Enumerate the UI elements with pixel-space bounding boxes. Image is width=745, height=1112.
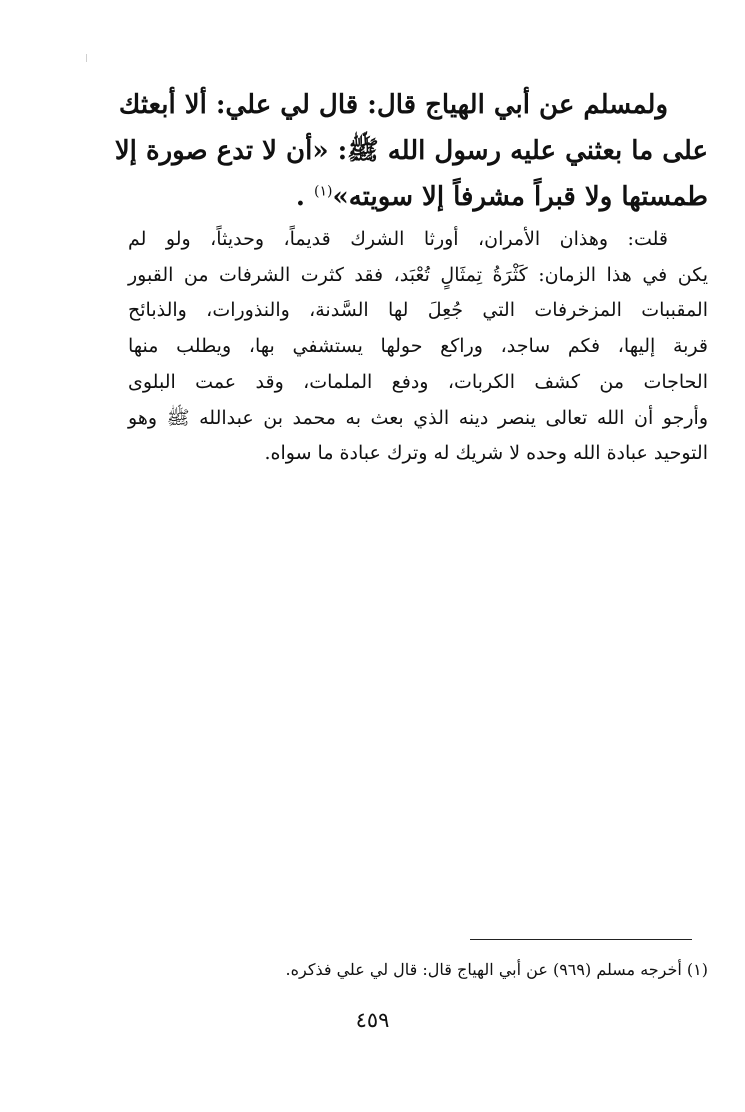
hadith-line-1: ولمسلم عن أبي الهياج قال: قال لي علي: ألا أبعثك <box>118 90 668 120</box>
page-number: ٤٥٩ <box>355 1008 390 1032</box>
footnote-separator <box>470 939 692 940</box>
commentary-paragraph <box>128 222 708 472</box>
commentary-line-5: الحاجات من كشف الكربات، ودفع الملمات، وقد عمت البلوى <box>128 370 708 393</box>
footnote-reference[interactable]: (١) <box>314 183 333 200</box>
commentary-line-4: قربة إليها، فكم ساجد، وراكع حولها يستشفي بها، ويطلب منها <box>128 335 708 358</box>
hadith-end-period: . <box>295 182 305 212</box>
margin-mark <box>86 54 87 62</box>
commentary-line-2: يكن في هذا الزمان: كَثْرَةُ تِمثَالٍ تُعْبَد، فقد كثرت الشرفات من القبور <box>128 263 708 286</box>
hadith-paragraph <box>114 82 708 220</box>
hadith-line-3-text: طمستها ولا قبراً مشرفاً إلا سويته» <box>332 182 708 212</box>
commentary-line-1: قلت: وهذان الأمران، أورثا الشرك قديماً، وحديثاً، ولو لم <box>128 228 668 250</box>
commentary-line-6: وأرجو أن الله تعالى ينصر دينه الذي بعث به محمد بن عبدالله ﷺ وهو <box>128 406 708 429</box>
commentary-line-7: التوحيد عبادة الله وحده لا شريك له وترك عبادة ما سواه. <box>264 442 708 465</box>
commentary-line-3: المقببات المزخرفات التي جُعِلَ لها السَّدنة، والنذورات، والذبائح <box>128 299 708 322</box>
hadith-line-3 <box>128 174 708 220</box>
hadith-line-2: على ما بعثني عليه رسول الله ﷺ: «أن لا تدع صورة إلا <box>114 136 708 166</box>
footnote: (١) أخرجه مسلم (٩٦٩) عن أبي الهياج قال: قال لي علي فذكره. <box>285 960 708 979</box>
